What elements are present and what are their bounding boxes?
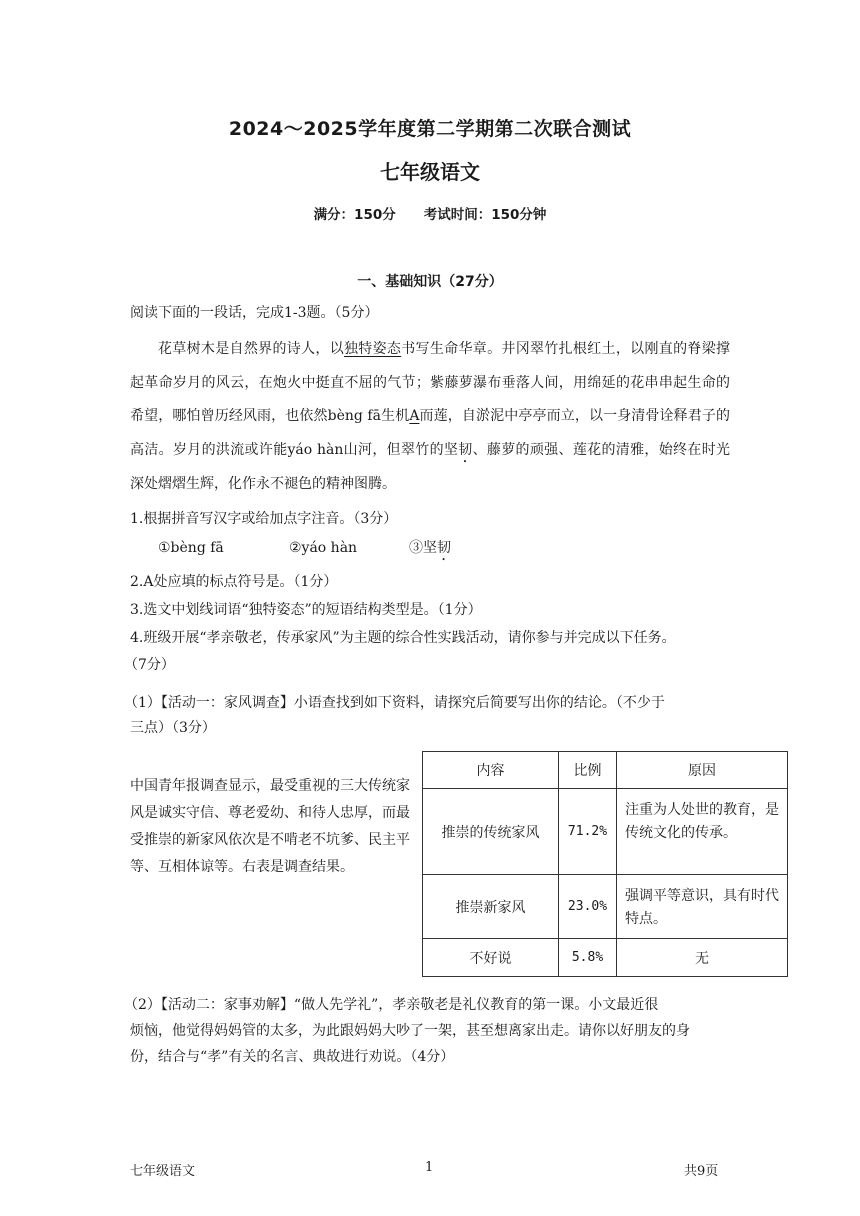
table-cell-content: 不好说 (423, 939, 559, 977)
footer-total-pages: 共9页 (684, 1164, 719, 1179)
question-2: 2.A处应填的标点符号是。（1分） (130, 574, 338, 590)
table-cell-ratio: 71.2% (559, 789, 617, 875)
question-4-line-1: 4.班级开展“孝亲敬老，传承家风”为主题的综合性实践活动，请你参与并完成以下任务。 (130, 630, 676, 646)
table-cell-ratio: 5.8% (559, 939, 617, 977)
exam-meta (0, 203, 860, 223)
option-3-prefix: ③坚 (409, 540, 437, 556)
table-cell-reason: 无 (617, 939, 788, 977)
exam-title: 2024～2025学年度第二学期第二次联合测试 (228, 118, 632, 140)
question-4-line-2: （7分） (124, 657, 175, 673)
table-cell-reason: 注重为人处世的教育，是传统文化的传承。 (617, 789, 788, 875)
table-cell-reason: 强调平等意识，具有时代特点。 (617, 875, 788, 939)
subject-title: 七年级语文 (380, 160, 480, 184)
reading-intro: 阅读下面的一段话，完成1-3题。（5分） (130, 305, 379, 321)
question-1: 1.根据拼音写汉字或给加点字注音。（3分） (130, 511, 398, 527)
passage-part-2: 书写生命华章。井冈翠竹扎根红土，以刚直的脊梁撑起革命岁月的风云，在炮火中挺直不屈的气节；紫藤萝瀑布垂落人间，用绵延的花串串起生命的希望，哪怕曾历经风雨，也依然bèng fā生机 (130, 341, 731, 425)
activity-2-line-1: （2）【活动二：家事劝解】“做人先学礼”，孝亲敬老是礼仪教育的第一课。小文最近很 (124, 997, 659, 1013)
table-cell-content: 推崇的传统家风 (423, 789, 559, 875)
reading-passage (130, 333, 730, 502)
table-header: 原因 (617, 752, 788, 789)
section-heading: 一、基础知识（27分） (357, 274, 503, 290)
activity-1-line-2: 三点）（3分） (130, 720, 216, 736)
exam-time: 考试时间：150分钟 (423, 207, 547, 223)
activity-2-line-3: 份，结合与“孝”有关的名言、典故进行劝说。（4分） (130, 1049, 455, 1065)
table-row (423, 875, 788, 939)
table-row (423, 939, 788, 977)
passage-part-4: 、藤萝的顽强、莲花的清雅，始终在时光深处熠熠生辉，化作永不褪色的精神图腾。 (130, 442, 731, 492)
question-3: 3.选文中划线词语“独特姿态”的短语结构类型是。（1分） (130, 602, 482, 618)
blank-marker-a: A (409, 408, 420, 425)
underlined-phrase: 独特姿态 (344, 341, 402, 357)
survey-table (422, 751, 788, 977)
survey-description: 中国青年报调查显示，最受重视的三大传统家风是诚实守信、尊老爱幼、和待人忠厚，而最受推崇的新家风依次是不啃老不坑爹、民主平等、互相体谅等。右表是调查结果。 (130, 778, 410, 875)
option-2: ②yáo hàn (289, 540, 358, 556)
passage-part-3: 而莲，自淤泥中亭亭而立，以一身清骨诠释君子的高洁。岁月的洪流或许能yáo hàn山河，但翠竹的坚 (130, 408, 731, 459)
footer-subject: 七年级语文 (130, 1164, 196, 1179)
footer-page-number: 1 (425, 1160, 434, 1175)
question-1-options (158, 537, 451, 564)
option-3-dotted-char: 韧 (437, 540, 451, 556)
table-header: 内容 (423, 752, 559, 789)
table-header-row (423, 752, 788, 789)
table-row (423, 789, 788, 875)
option-3 (409, 537, 451, 564)
table-cell-content: 推崇新家风 (423, 875, 559, 939)
full-score: 满分：150分 (313, 207, 396, 223)
table-header: 比例 (559, 752, 617, 789)
passage-part-1: 花草树木是自然界的诗人，以 (158, 341, 344, 357)
option-1: ①bèng fā (158, 540, 224, 556)
table-cell-ratio: 23.0% (559, 875, 617, 939)
dotted-char: 韧 (458, 442, 473, 459)
activity-2-line-2: 烦恼，他觉得妈妈管的太多，为此跟妈妈大吵了一架，甚至想离家出走。请你以好朋友的身 (130, 1023, 690, 1039)
activity-1-line-1: （1）【活动一：家风调查】小语查找到如下资料，请探究后简要写出你的结论。（不少于 (124, 695, 665, 711)
